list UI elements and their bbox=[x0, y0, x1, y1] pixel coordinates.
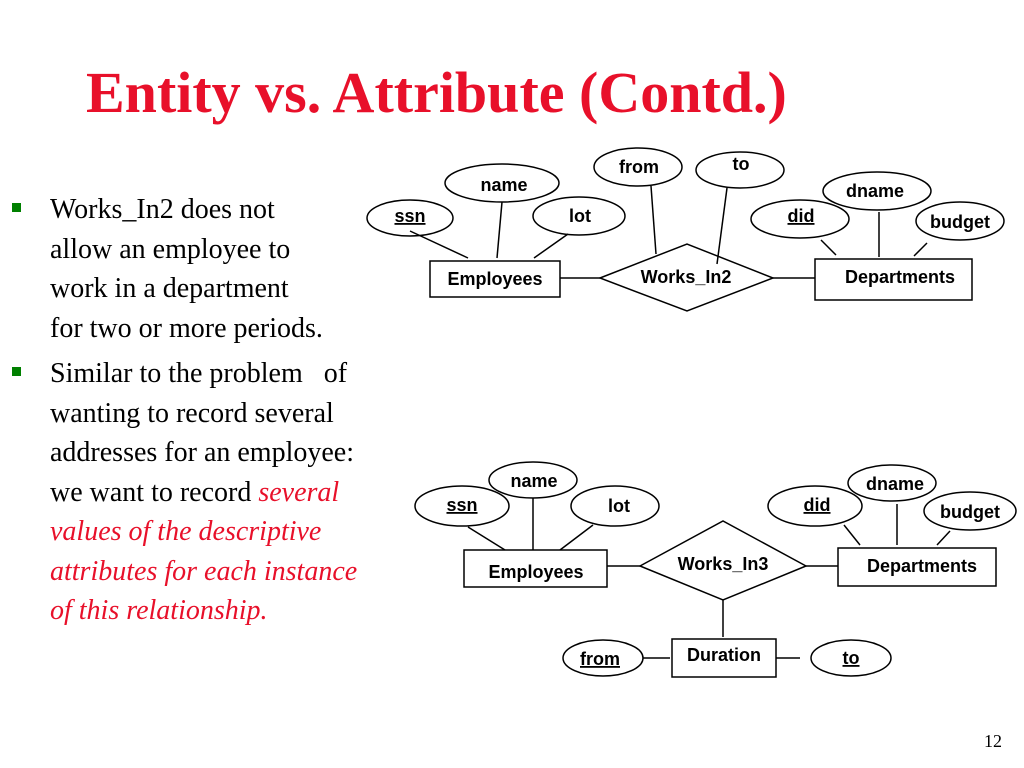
attribute-label-name: name bbox=[480, 175, 528, 195]
attribute-label-to: to bbox=[732, 154, 750, 174]
connector-line bbox=[717, 188, 727, 264]
bullet-line: work in a department bbox=[50, 273, 289, 304]
attribute-label-did: did bbox=[803, 495, 831, 515]
connector-line bbox=[651, 186, 656, 254]
attribute-label-from: from bbox=[619, 157, 659, 177]
bullet-line: for two or more periods. bbox=[50, 312, 323, 344]
emphasis-line: values of the descriptive bbox=[50, 516, 322, 547]
bullet-lead-text: we want to record bbox=[50, 476, 259, 508]
bullet-line: allow an employee to bbox=[50, 233, 291, 265]
emphasis-line: attributes for each instance bbox=[50, 555, 358, 587]
connector-line bbox=[937, 531, 950, 545]
connector-line bbox=[914, 243, 927, 256]
attribute-label-ssn: ssn bbox=[394, 206, 426, 226]
entity-label-departments: Departments bbox=[866, 556, 978, 576]
page-number: 12 bbox=[984, 731, 1002, 751]
slide-title: Entity vs. Attribute (Contd.) bbox=[86, 60, 787, 125]
connector-line bbox=[560, 525, 593, 550]
attribute-label-lot: lot bbox=[608, 496, 630, 516]
attribute-label-dname: dname bbox=[865, 474, 925, 494]
attribute-label-did: did bbox=[787, 206, 815, 226]
attribute-label-lot: lot bbox=[569, 206, 591, 226]
attribute-label-from: from bbox=[580, 649, 620, 669]
connector-line bbox=[497, 202, 502, 258]
bullet-line: addresses for an employee: bbox=[50, 437, 354, 468]
attribute-label-to: to bbox=[842, 648, 860, 668]
bullet-line: wanting to record several bbox=[50, 397, 334, 429]
relationship-label-works-in3: Works_In3 bbox=[677, 554, 769, 574]
entity-label-duration: Duration bbox=[687, 645, 761, 665]
emphasis-text: several bbox=[258, 476, 340, 508]
attribute-label-ssn: ssn bbox=[446, 495, 478, 515]
connector-line bbox=[821, 240, 836, 255]
connector-line bbox=[844, 525, 860, 545]
bullet-line: Similar to the problem of bbox=[50, 358, 348, 389]
attribute-label-budget: budget bbox=[930, 212, 990, 232]
entity-label-employees: Employees bbox=[447, 269, 543, 289]
attribute-label-name: name bbox=[510, 471, 558, 491]
entity-label-employees: Employees bbox=[488, 562, 584, 582]
emphasis-line: of this relationship. bbox=[50, 595, 268, 626]
attribute-label-dname: dname bbox=[845, 181, 905, 201]
attribute-label-budget: budget bbox=[940, 502, 1000, 522]
relationship-label-works-in2: Works_In2 bbox=[640, 267, 732, 287]
entity-label-departments: Departments bbox=[844, 267, 956, 287]
connector-line bbox=[534, 234, 568, 258]
connector-line bbox=[468, 527, 505, 550]
bullet-line: Works_In2 does not bbox=[50, 194, 275, 225]
